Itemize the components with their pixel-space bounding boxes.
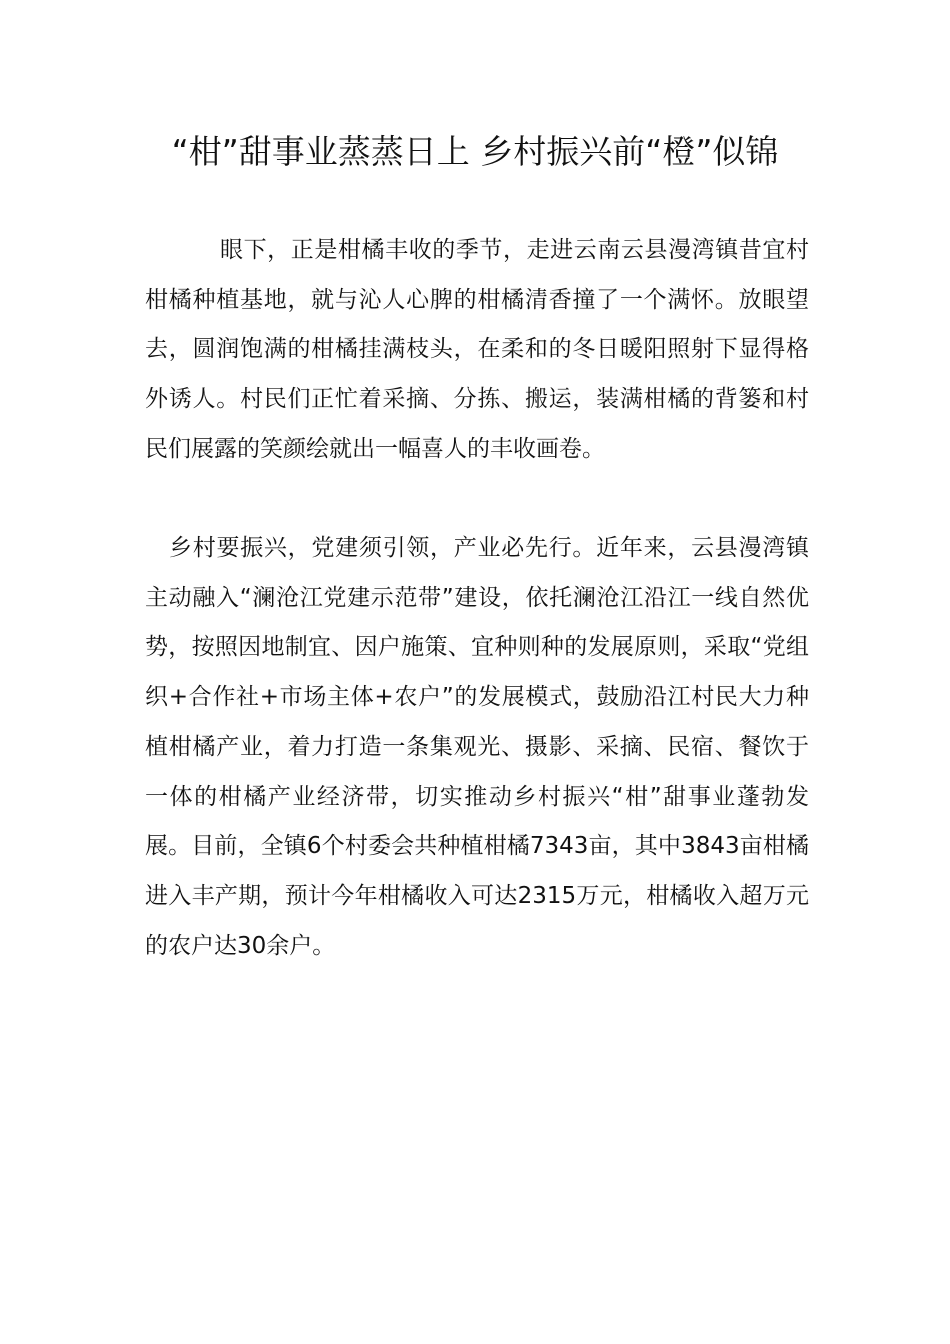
article-paragraph-2: 乡村要振兴，党建须引领，产业必先行。近年来，云县漫湾镇主动融入“澜沧江党建示范带”建设，依托澜沧江沿江一线自然优势，按照因地制宜、因户施策、宜种则种的发展原则，采取“党组织+合作社+市场主体+农户”的发展模式，鼓励沿江村民大力种植柑橘产业，着力打造一条集观光、摄影、采摘、民宿、餐饮于一体的柑橘产业经济带，切实推动乡村振兴“柑”甜事业蓬勃发展。目前，全镇6个村委会共种植柑橘7343亩，其中3843亩柑橘进入丰产期，预计今年柑橘收入可达2315万元，柑橘收入超万元的农户达30余户。 (145, 535, 809, 959)
article-paragraph-1: 眼下，正是柑橘丰收的季节，走进云南云县漫湾镇昔宜村柑橘种植基地，就与沁人心脾的柑橘清香撞了一个满怀。放眼望去，圆润饱满的柑橘挂满枝头，在柔和的冬日暖阳照射下显得格外诱人。村民们正忙着采摘、分拣、搬运，装满柑橘的背篓和村民们展露的笑颜绘就出一幅喜人的丰收画卷。 (145, 237, 809, 462)
article-title: “柑”甜事业蒸蒸日上 乡村振兴前“橙”似锦 (171, 132, 779, 171)
